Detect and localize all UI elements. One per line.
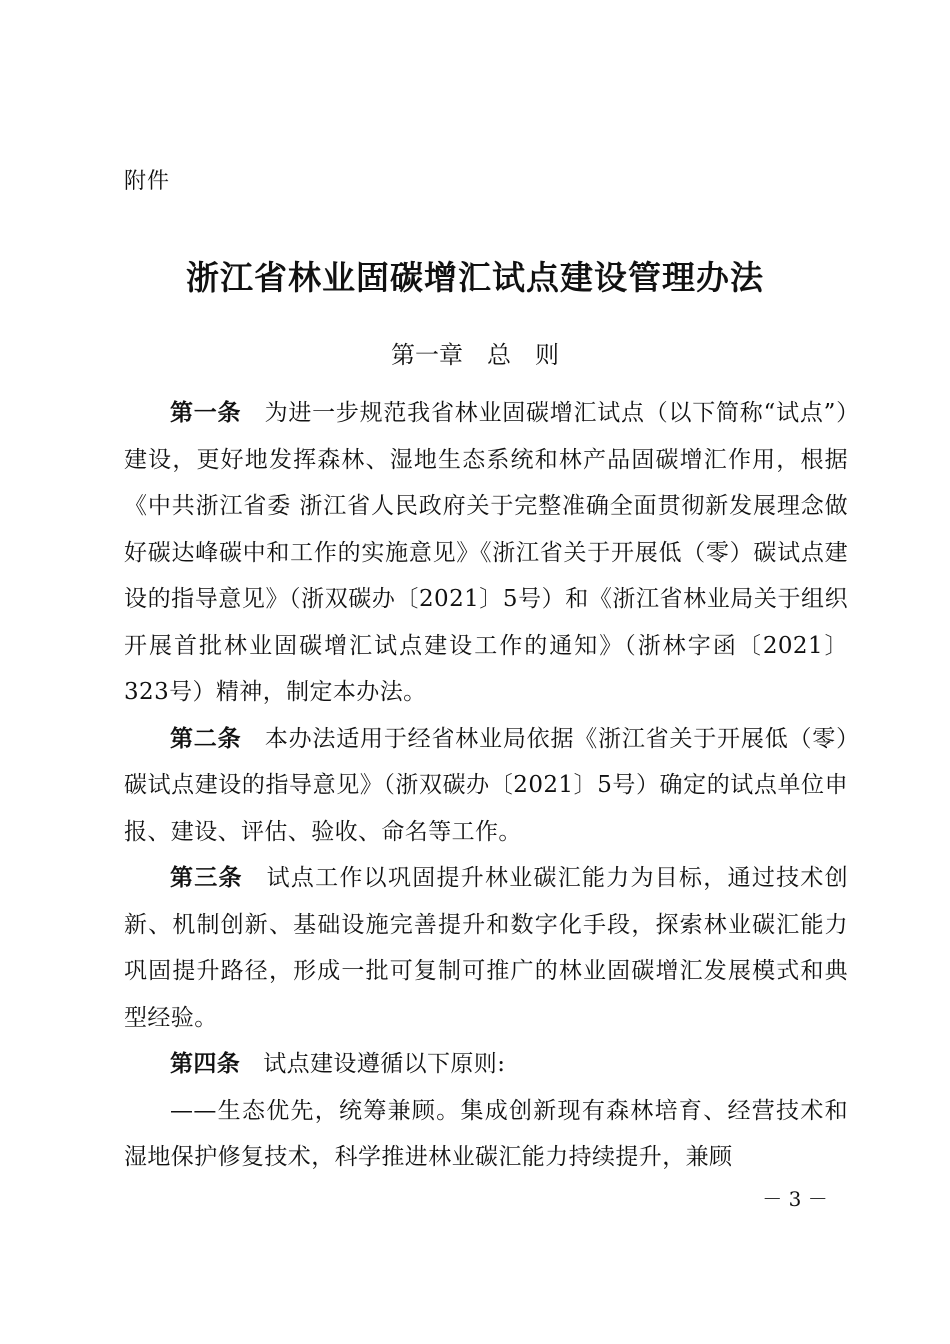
article-number: 第二条 <box>170 725 242 752</box>
page-number: － 3 － <box>762 1187 828 1211</box>
article-number: 第三条 <box>170 865 243 891</box>
chapter-heading: 第一章 总 则 <box>391 341 559 369</box>
article-text: 为进一步规范我省林业固碳增汇试点（以下简称“试点”）建设，更好地发挥森林、湿地生态系统和林产品固碳增汇作用，根据《中共浙江省委 浙江省人民政府关于完整准确全面贯彻新发展理念做好碳达峰碳中和工作的实施意见》《浙江省关于开展低（零）碳试点建设的指导意见》（浙双碳办〔2021〕5号）和《浙江省林业局关于组织开展首批林业固碳增汇试点建设工作的通知》（浙林字函〔2021〕323号）精神，制定本办法。 <box>124 400 848 705</box>
article-paragraph <box>124 1041 848 1088</box>
attachment-label: 附件 <box>124 169 171 194</box>
article-number: 第一条 <box>170 400 242 426</box>
document-body <box>124 390 848 1181</box>
article-text: 试点工作以巩固提升林业碳汇能力为目标，通过技术创新、机制创新、基础设施完善提升和数字化手段，探索林业碳汇能力巩固提升路径，形成一批可复制可推广的林业固碳增汇发展模式和典型经验。 <box>124 865 848 1031</box>
article-text: 试点建设遵循以下原则: <box>263 1051 506 1077</box>
document-title: 浙江省林业固碳增汇试点建设管理办法 <box>186 258 764 297</box>
article-number: 第四条 <box>170 1051 241 1077</box>
article-paragraph <box>124 716 848 856</box>
article-paragraph <box>124 855 848 1041</box>
article-text: 本办法适用于经省林业局依据《浙江省关于开展低（零）碳试点建设的指导意见》（浙双碳办〔2021〕5号）确定的试点单位申报、建设、评估、验收、命名等工作。 <box>124 725 849 845</box>
article-paragraph <box>124 390 848 716</box>
principle-paragraph: ——生态优先，统筹兼顾。集成创新现有森林培育、经营技术和湿地保护修复技术，科学推进林业碳汇能力持续提升，兼顾 <box>124 1097 848 1170</box>
